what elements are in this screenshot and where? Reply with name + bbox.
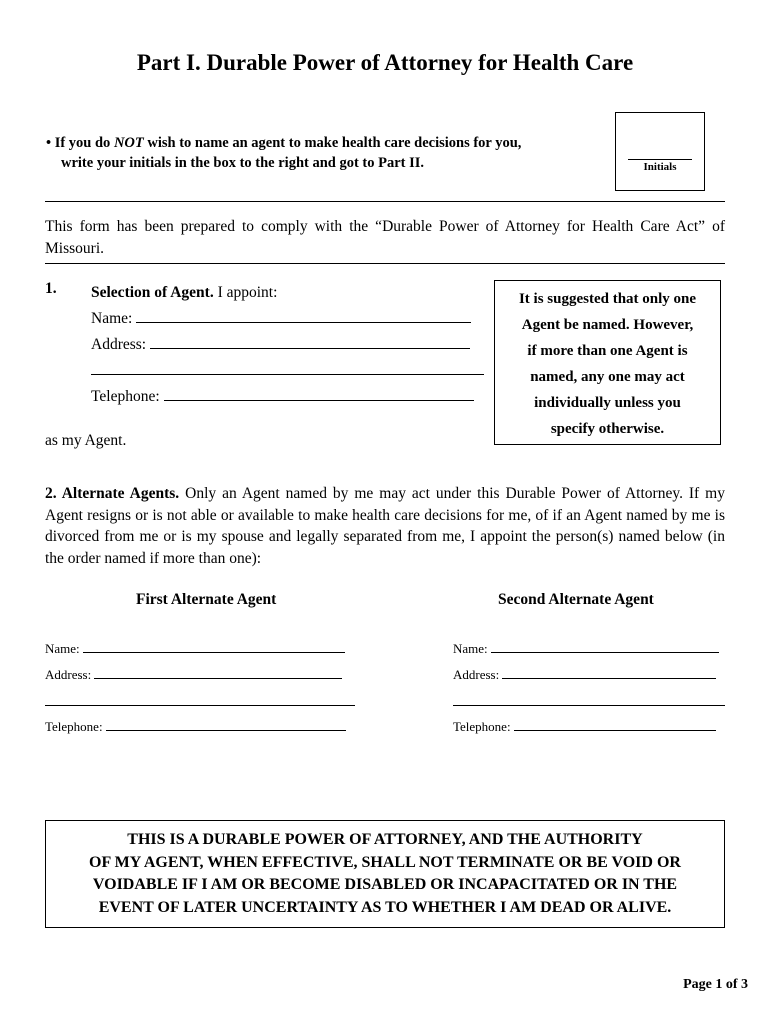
agent-suggestion-note <box>494 280 721 445</box>
note-line: named, any one may act <box>530 369 685 385</box>
instruction-part-b: wish to name an agent to make health care decisions for you, <box>143 135 522 151</box>
agent-address-label: Address: <box>91 336 147 353</box>
note-line: individually unless you <box>534 395 681 411</box>
first-alt-address-line-2-field[interactable] <box>45 705 355 706</box>
second-alt-address-row <box>453 666 716 683</box>
agent-address-field[interactable] <box>150 334 470 349</box>
note-line: specify otherwise. <box>550 421 665 437</box>
first-alt-name-label: Name: <box>45 641 80 656</box>
section-2-text: Only an Agent named by me may act under this Durable Power of Attorney. If my Agent resigns or is not able or available to make health care decisions for me, of if an Agent named by me is divorced from me or is my spouse and legally separated from me, I appoint the person(s) named below (in the order named if more than one): <box>45 485 725 567</box>
notice-line: THIS IS A DURABLE POWER OF ATTORNEY, AND THE AUTHORITY <box>127 831 643 848</box>
section-1-agent-selection <box>91 280 491 410</box>
first-alt-address-field[interactable] <box>94 666 342 679</box>
divider-bottom <box>45 263 725 264</box>
divider-top <box>45 201 725 202</box>
second-alt-address-field[interactable] <box>502 666 716 679</box>
second-alt-address-line-2-field[interactable] <box>453 705 725 706</box>
initials-box[interactable] <box>615 112 705 191</box>
notice-line: EVENT OF LATER UNCERTAINTY AS TO WHETHER I AM DEAD OR ALIVE. <box>98 898 672 916</box>
second-alt-name-row <box>453 640 719 657</box>
second-alt-telephone-row <box>453 718 716 735</box>
first-alt-name-field[interactable] <box>83 640 345 653</box>
first-alt-telephone-row <box>45 718 346 735</box>
instruction-emphasis-not: NOT <box>113 135 144 151</box>
initials-instruction <box>46 133 606 173</box>
second-alt-name-field[interactable] <box>491 640 719 653</box>
first-alt-address-row <box>45 666 342 683</box>
note-line: if more than one Agent is <box>527 343 688 359</box>
initials-label: Initials <box>643 161 677 173</box>
second-alt-address-label: Address: <box>453 667 500 682</box>
second-alt-telephone-label: Telephone: <box>453 719 511 734</box>
section-2-alternate-agents <box>45 483 725 569</box>
agent-telephone-field[interactable] <box>164 386 474 401</box>
second-alt-name-label: Name: <box>453 641 488 656</box>
section-1-heading: Selection of Agent. <box>91 284 214 301</box>
page-number: Page 1 of 3 <box>683 977 748 992</box>
notice-line: VOIDABLE IF I AM OR BECOME DISABLED OR INCAPACITATED OR IN THE <box>92 876 678 893</box>
as-my-agent-text: as my Agent. <box>45 432 127 449</box>
compliance-statement: This form has been prepared to comply with the “Durable Power of Attorney for Health Care Act” of Missouri. <box>45 218 725 257</box>
page-title: Part I. Durable Power of Attorney for Health Care <box>136 50 634 75</box>
second-alternate-heading: Second Alternate Agent <box>498 591 654 608</box>
first-alt-telephone-field[interactable] <box>106 718 346 731</box>
bullet: • <box>46 135 52 151</box>
section-1-number: 1. <box>45 280 57 297</box>
first-alt-address-label: Address: <box>45 667 92 682</box>
first-alt-name-row <box>45 640 345 657</box>
first-alt-telephone-label: Telephone: <box>45 719 103 734</box>
durable-power-notice <box>45 820 725 928</box>
agent-address-line-2-field[interactable] <box>91 360 484 375</box>
note-line: Agent be named. However, <box>521 317 694 333</box>
initials-signature-line[interactable] <box>628 159 692 160</box>
section-1-heading-rest: I appoint: <box>213 284 278 301</box>
agent-name-field[interactable] <box>136 308 471 323</box>
agent-name-label: Name: <box>91 310 133 327</box>
instruction-part-a: If you do <box>54 135 114 151</box>
section-2-heading: 2. Alternate Agents. <box>45 485 180 502</box>
agent-telephone-label: Telephone: <box>91 388 160 405</box>
second-alt-telephone-field[interactable] <box>514 718 716 731</box>
notice-line: OF MY AGENT, WHEN EFFECTIVE, SHALL NOT TERMINATE OR BE VOID OR <box>89 853 681 871</box>
first-alternate-heading: First Alternate Agent <box>136 591 277 608</box>
instruction-line-2: write your initials in the box to the right and got to Part II. <box>61 155 425 171</box>
note-line: It is suggested that only one <box>518 291 697 307</box>
